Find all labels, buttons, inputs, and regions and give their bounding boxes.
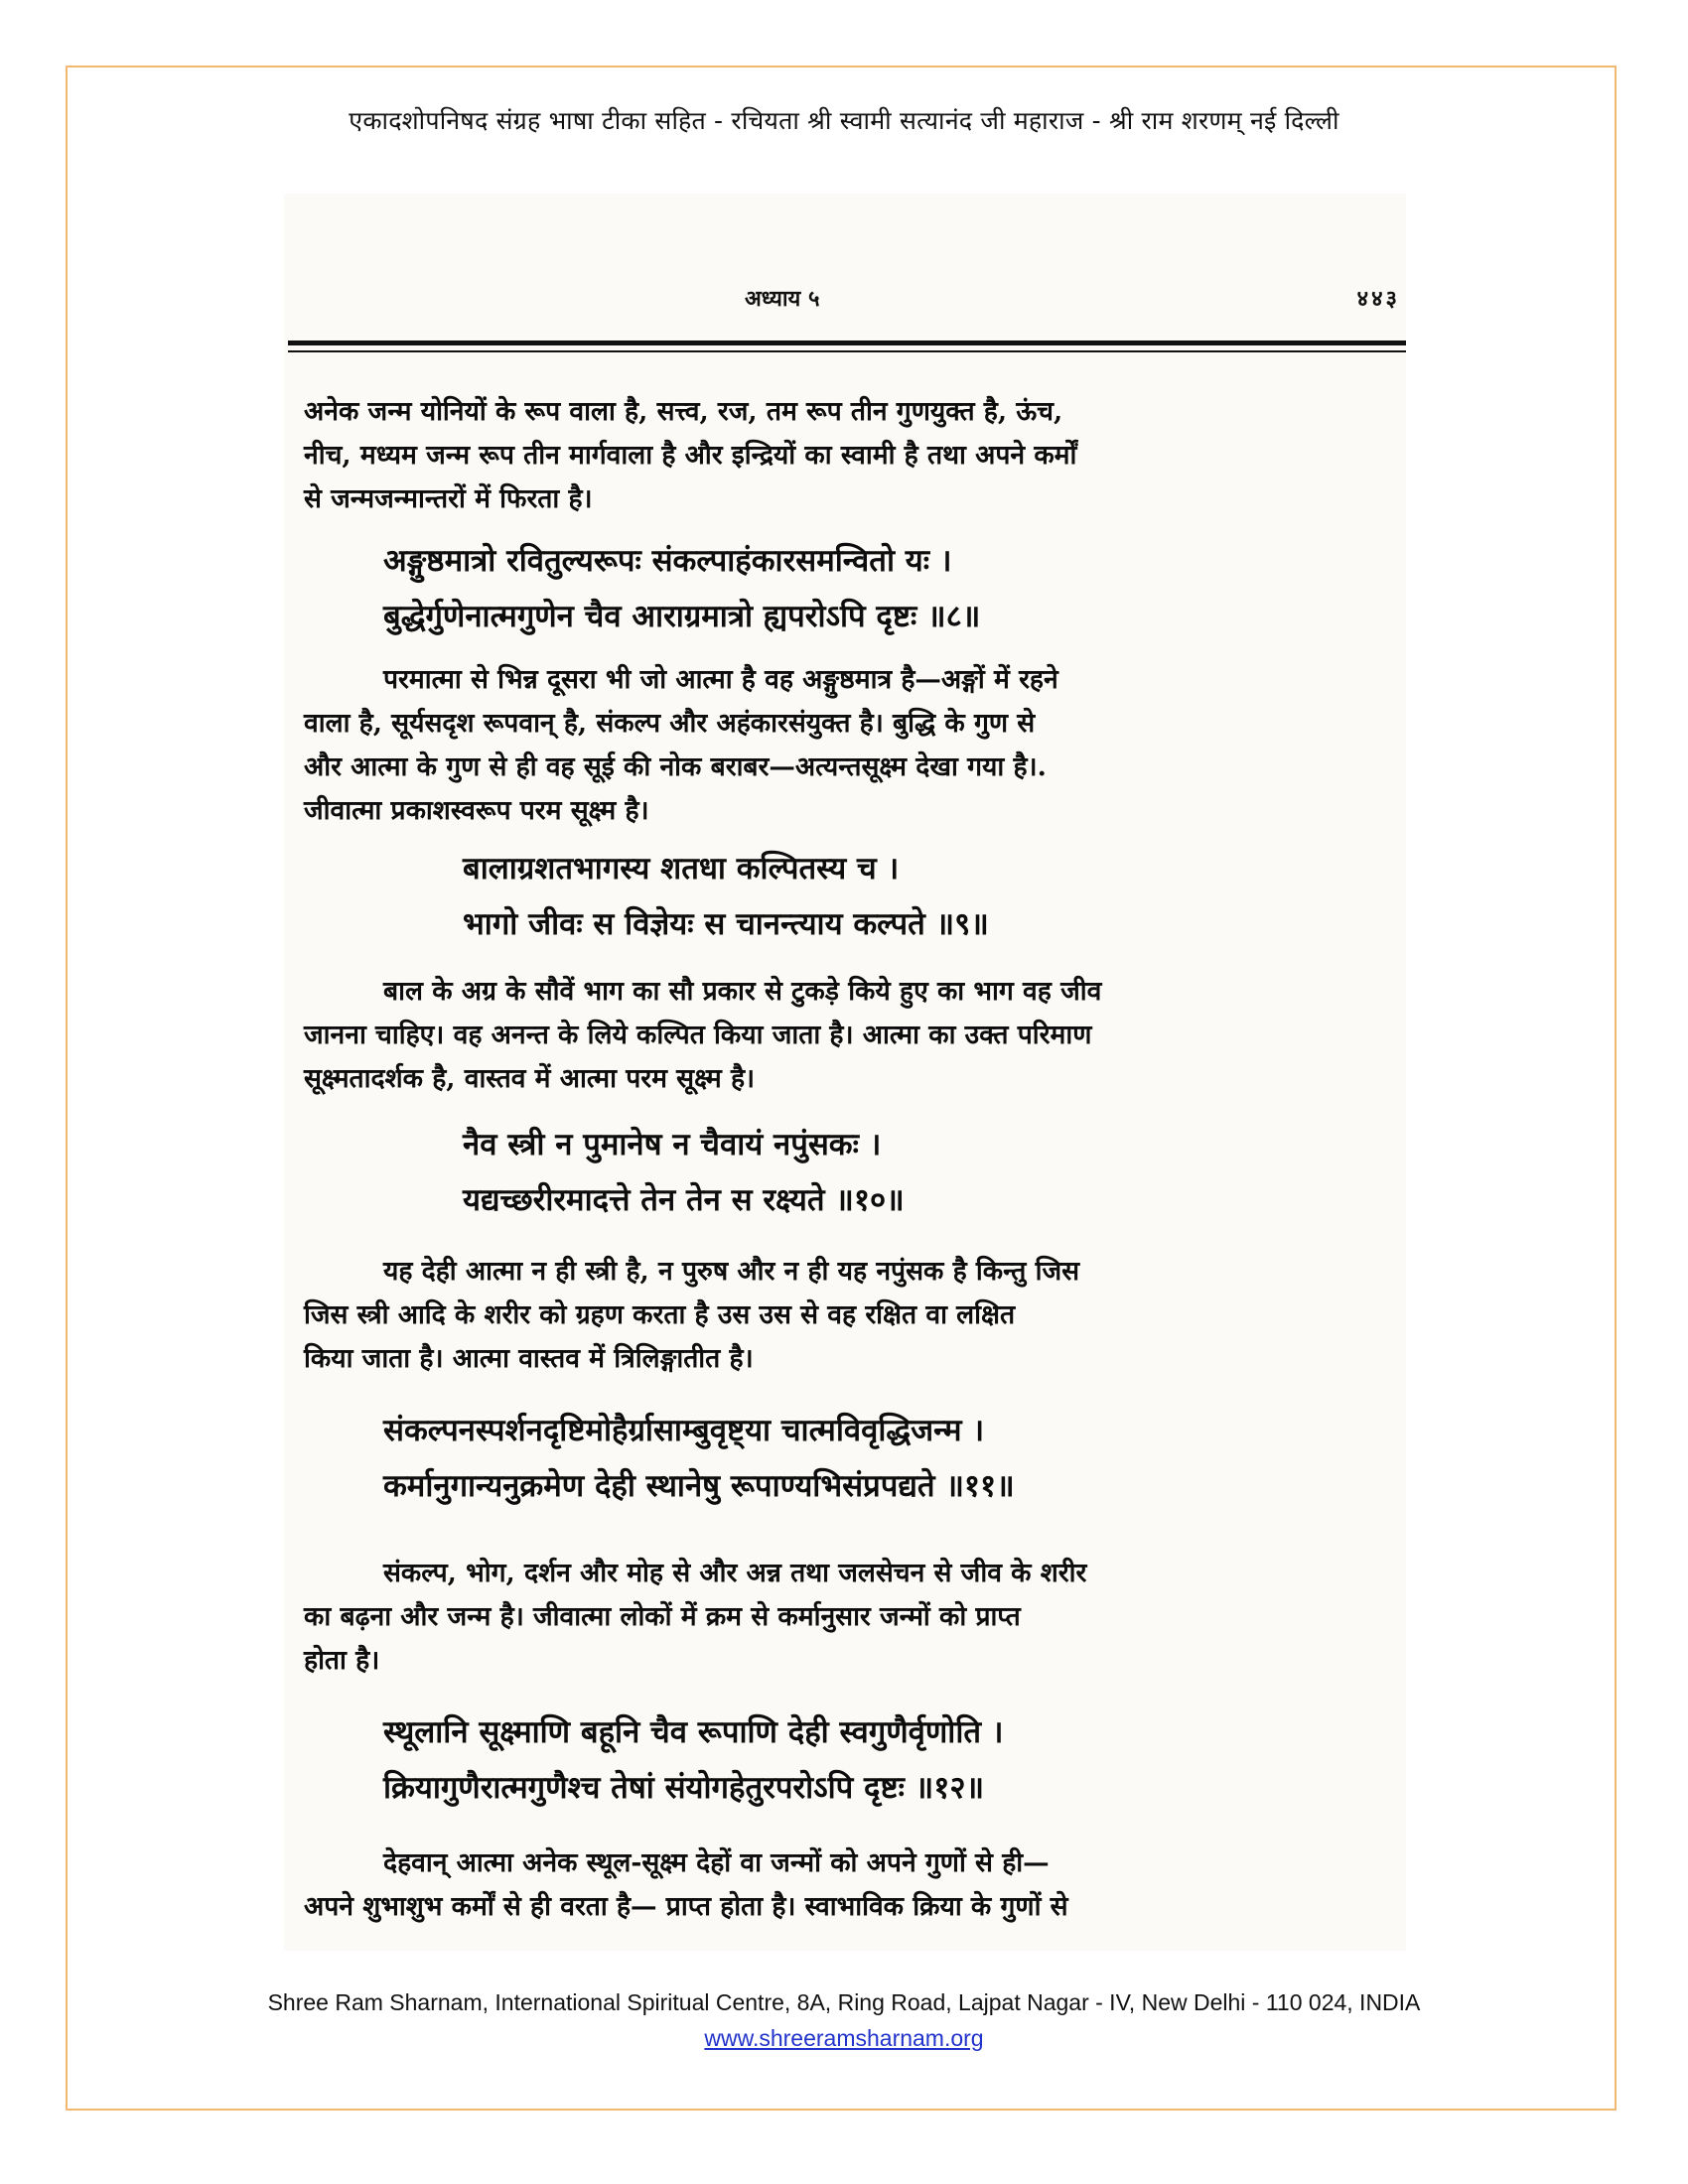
commentary-paragraph	[304, 1842, 1068, 1929]
text-line: वाला है, सूर्यसदृश रूपवान् है, संकल्प और अहंकारसंयुक्त है। बुद्धि के गुण से	[304, 708, 1036, 739]
commentary-paragraph	[304, 390, 1076, 521]
text-line: से जन्मजन्मान्तरों में फिरता है।	[304, 483, 593, 514]
commentary-paragraph	[304, 1552, 1086, 1683]
text-line: संकल्प, भोग, दर्शन और मोह से और अन्न तथा जलसेचन से जीव के शरीर	[383, 1558, 1087, 1588]
verse-line: क्रियागुणैरात्मगुणैश्च तेषां संयोगहेतुरपरोऽपि दृष्टः ॥१२॥	[383, 1770, 985, 1806]
header-rule-thin	[288, 350, 1406, 352]
text-line: किया जाता है। आत्मा वास्तव में त्रिलिङ्गातीत है।	[304, 1343, 754, 1374]
footer-address: Shree Ram Sharnam, International Spiritual Centre, 8A, Ring Road, Lajpat Nagar - IV, New Delhi - 110 024, INDIA	[267, 1989, 1421, 2015]
text-line: नीच, मध्यम जन्म रूप तीन मार्गवाला है और इन्द्रियों का स्वामी है तथा अपने कर्मों	[304, 440, 1077, 471]
verse-line: नैव स्त्री न पुमानेष न चैवायं नपुंसकः ।	[463, 1127, 882, 1162]
verse-line: बालाग्रशतभागस्य शतधा कल्पितस्य च ।	[463, 851, 900, 887]
sanskrit-verse	[383, 1705, 1004, 1816]
scanned-page	[284, 194, 1406, 1951]
scan-running-head	[284, 283, 1406, 317]
header-rule-thick	[288, 341, 1406, 345]
verse-line: अङ्गुष्ठमात्रो रवितुल्यरूपः संकल्पाहंकारसमन्वितो यः ।	[383, 543, 952, 579]
commentary-paragraph	[304, 1250, 1079, 1381]
sanskrit-verse	[383, 1403, 1015, 1514]
text-line: का बढ़ना और जन्म है। जीवात्मा लोकों में क्रम से कर्मानुसार जन्मों को प्राप्त	[304, 1601, 1021, 1632]
text-line: देहवान् आत्मा अनेक स्थूल-सूक्ष्म देहों वा जन्मों को अपने गुणों से ही—	[383, 1847, 1050, 1878]
verse-line: स्थूलानि सूक्ष्माणि बहूनि चैव रूपाणि देही स्वगुणैर्वृणोति ।	[383, 1714, 1004, 1750]
website-link[interactable]: www.shreeramsharnam.org	[704, 2025, 984, 2051]
commentary-paragraph	[304, 658, 1058, 833]
sanskrit-verse	[463, 841, 989, 952]
text-line: जीवात्मा प्रकाशस्वरूप परम सूक्ष्म है।	[304, 795, 649, 826]
text-line: अनेक जन्म योनियों के रूप वाला है, सत्त्व, रज, तम रूप तीन गुणयुक्त है, ऊंच,	[304, 396, 1063, 427]
chapter-label: अध्याय ५	[745, 286, 820, 312]
verse-line: बुद्धेर्गुणेनात्मगुणेन चैव आराग्रमात्रो ह्यपरोऽपि दृष्टः ॥८॥	[383, 599, 981, 634]
verse-line: संकल्पनस्पर्शनदृष्टिमोहैर्ग्रासाम्बुवृष्ट्या चात्मविवृद्धिजन्म ।	[383, 1413, 985, 1448]
text-line: बाल के अग्र के सौवें भाग का सौ प्रकार से टुकड़े किये हुए का भाग वह जीव	[383, 976, 1102, 1007]
verse-line: कर्मानुगान्यनुक्रमेण देही स्थानेषु रूपाण्यभिसंप्रपद्यते ॥११॥	[383, 1468, 1015, 1504]
page-number: ४४३	[1356, 286, 1400, 312]
verse-line: भागो जीवः स विज्ञेयः स चानन्त्याय कल्पते ॥९॥	[463, 906, 989, 942]
text-line: जिस स्त्री आदि के शरीर को ग्रहण करता है उस उस से वह रक्षित वा लक्षित	[304, 1299, 1016, 1330]
text-line: जानना चाहिए। वह अनन्त के लिये कल्पित किया जाता है। आत्मा का उक्त परिमाण	[304, 1020, 1092, 1050]
text-line: परमात्मा से भिन्न दूसरा भी जो आत्मा है वह अङ्गुष्ठमात्र है—अङ्गों में रहने	[383, 664, 1058, 695]
text-line: और आत्मा के गुण से ही वह सूई की नोक बराबर—अत्यन्तसूक्ष्म देखा गया है।.	[304, 751, 1047, 782]
page-header: एकादशोपनिषद संग्रह भाषा टीका सहित - रचियता श्री स्वामी सत्यानंद जी महाराज - श्री राम शरणम् नई दिल्ली	[349, 106, 1339, 135]
text-line: होता है।	[304, 1645, 380, 1676]
text-line: सूक्ष्मतादर्शक है, वास्तव में आत्मा परम सूक्ष्म है।	[304, 1063, 756, 1094]
verse-line: यद्यच्छरीरमादत्ते तेन तेन स रक्ष्यते ॥१०॥	[463, 1182, 905, 1218]
text-line: यह देही आत्मा न ही स्त्री है, न पुरुष और न ही यह नपुंसक है किन्तु जिस	[383, 1256, 1080, 1287]
sanskrit-verse	[383, 533, 980, 644]
commentary-paragraph	[304, 970, 1101, 1101]
text-line: अपने शुभाशुभ कर्मों से ही वरता है— प्राप्त होता है। स्वाभाविक क्रिया के गुणों से	[304, 1891, 1068, 1922]
sanskrit-verse	[463, 1117, 905, 1228]
